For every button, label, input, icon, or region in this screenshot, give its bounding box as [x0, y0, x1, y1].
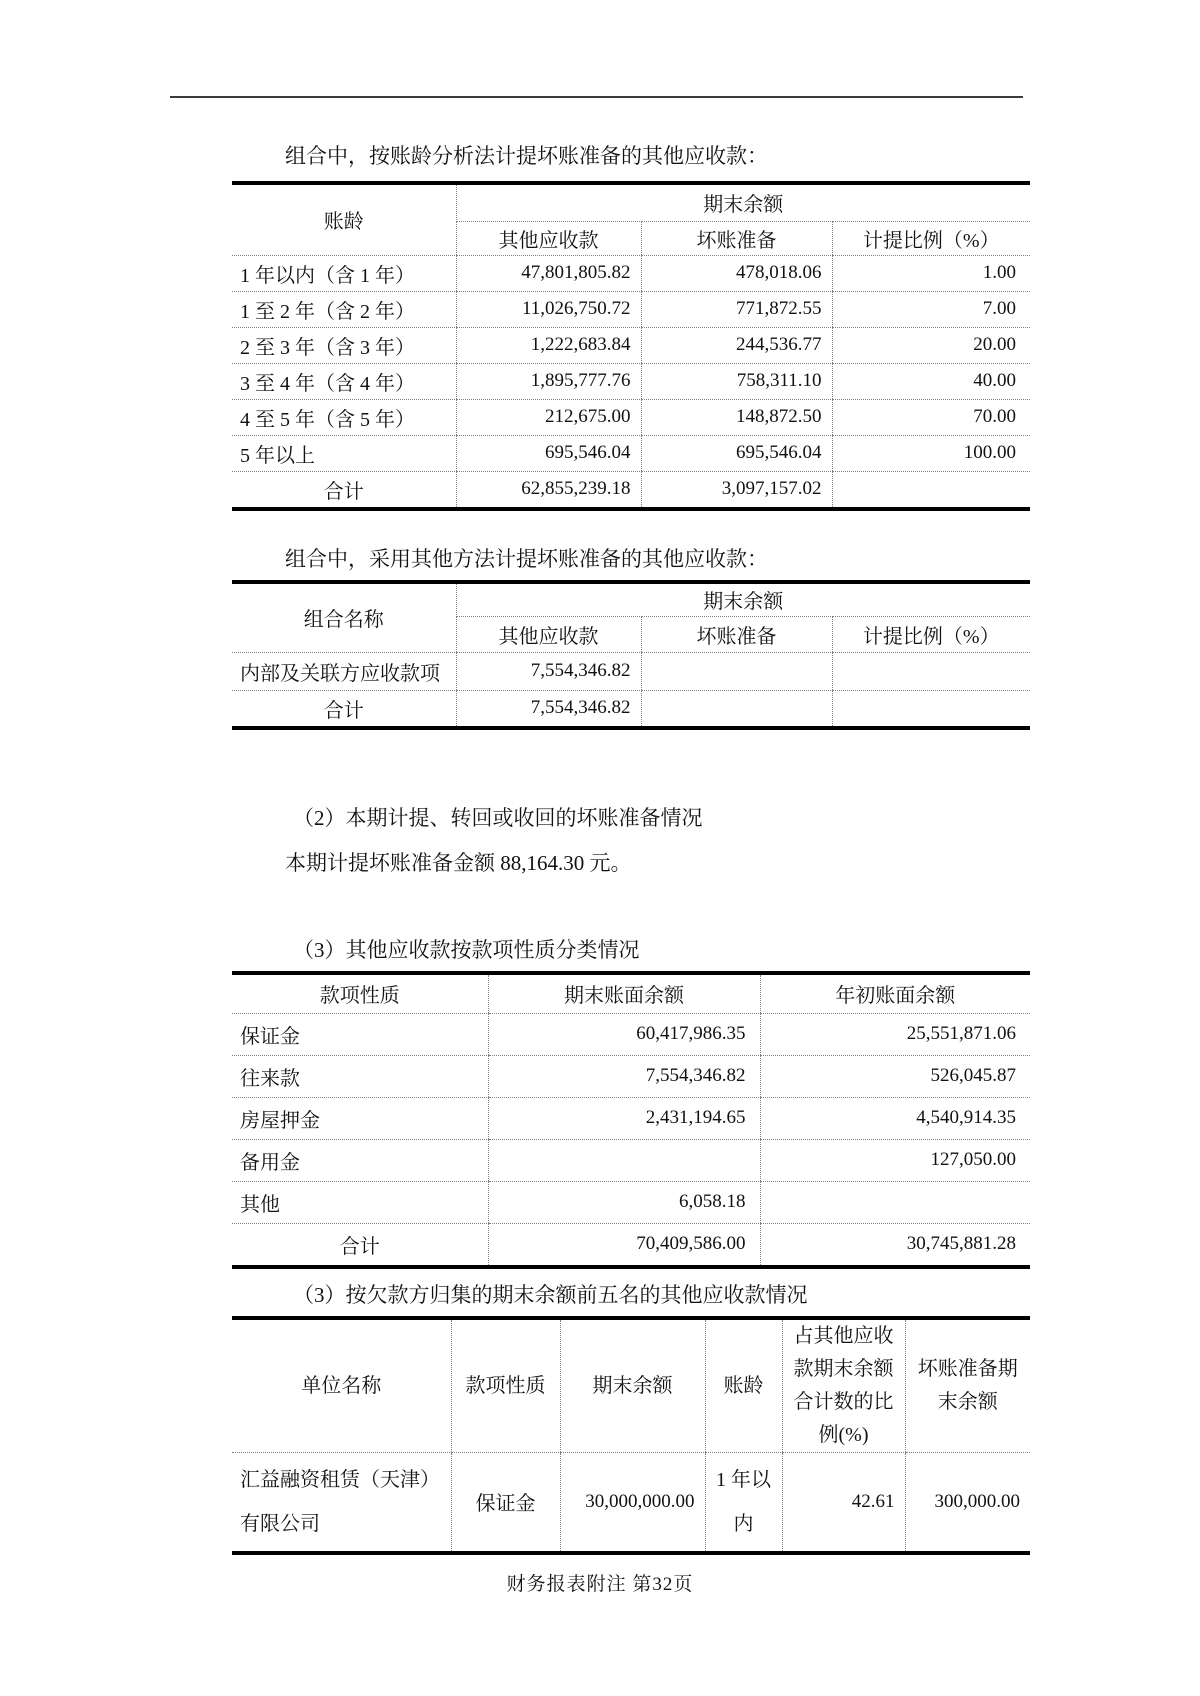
data-cell [488, 1139, 760, 1181]
data-cell: 7,554,346.82 [488, 1055, 760, 1097]
table-total-row [232, 1223, 1030, 1267]
data-cell: 212,675.00 [456, 399, 641, 435]
data-cell: 70,409,586.00 [488, 1223, 760, 1267]
data-cell: 合计 [232, 1223, 488, 1267]
data-cell: 30,745,881.28 [760, 1223, 1030, 1267]
table-row [232, 1097, 1030, 1139]
data-cell: 汇益融资租赁（天津）有限公司 [232, 1453, 451, 1553]
data-cell: 1,222,683.84 [456, 327, 641, 363]
table-total-row [232, 690, 1030, 728]
data-cell: 42.61 [782, 1453, 905, 1553]
data-cell: 4 至 5 年（含 5 年） [232, 399, 456, 435]
table-header-row [232, 183, 1030, 221]
top5-table-heading: （3）按欠款方归集的期末余额前五名的其他应收款情况 [293, 1283, 808, 1307]
data-cell: 60,417,986.35 [488, 1013, 760, 1055]
header-cell: 账龄 [705, 1318, 782, 1453]
provision-heading: （2）本期计提、转回或收回的坏账准备情况 [293, 806, 703, 830]
header-cell: 期末余额 [456, 582, 1030, 616]
provision-paragraph: 本期计提坏账准备金额 88,164.30 元。 [285, 851, 632, 875]
data-cell: 房屋押金 [232, 1097, 488, 1139]
data-cell: 7,554,346.82 [456, 690, 641, 728]
data-cell: 1 年以内（含 1 年） [232, 255, 456, 291]
data-cell: 62,855,239.18 [456, 471, 641, 509]
header-cell: 坏账准备期末余额 [905, 1318, 1030, 1453]
top5-debtors-table [232, 1316, 1030, 1555]
data-cell: 保证金 [232, 1013, 488, 1055]
data-cell: 合计 [232, 690, 456, 728]
table-row [232, 399, 1030, 435]
header-cell: 期末账面余额 [488, 973, 760, 1013]
header-cell: 期末余额 [560, 1318, 705, 1453]
nature-classification-table [232, 971, 1030, 1269]
data-cell: 478,018.06 [641, 255, 832, 291]
table-row [232, 1139, 1030, 1181]
table-row [232, 291, 1030, 327]
data-cell: 758,311.10 [641, 363, 832, 399]
other-method-table [232, 580, 1030, 730]
data-cell: 4,540,914.35 [760, 1097, 1030, 1139]
page-footer: 财务报表附注 第32页 [506, 1573, 694, 1595]
data-cell: 11,026,750.72 [456, 291, 641, 327]
header-cell: 期末余额 [456, 183, 1030, 221]
header-cell: 单位名称 [232, 1318, 451, 1453]
data-cell: 70.00 [832, 399, 1030, 435]
data-cell: 7,554,346.82 [456, 652, 641, 690]
data-cell: 1 年以内 [705, 1453, 782, 1553]
data-cell: 25,551,871.06 [760, 1013, 1030, 1055]
header-cell: 款项性质 [232, 973, 488, 1013]
data-cell: 合计 [232, 471, 456, 509]
data-cell: 100.00 [832, 435, 1030, 471]
table-total-row [232, 471, 1030, 509]
data-cell: 526,045.87 [760, 1055, 1030, 1097]
header-cell: 坏账准备 [641, 616, 832, 652]
header-cell: 其他应收款 [456, 221, 641, 255]
data-cell: 备用金 [232, 1139, 488, 1181]
other-method-table-title: 组合中，采用其他方法计提坏账准备的其他应收款： [285, 547, 768, 571]
data-cell: 往来款 [232, 1055, 488, 1097]
table-row [232, 1453, 1030, 1553]
header-rule [170, 96, 1023, 98]
data-cell [641, 652, 832, 690]
aging-table-title: 组合中，按账龄分析法计提坏账准备的其他应收款： [285, 144, 768, 168]
data-cell: 1,895,777.76 [456, 363, 641, 399]
data-cell: 771,872.55 [641, 291, 832, 327]
data-cell: 695,546.04 [456, 435, 641, 471]
table-row [232, 435, 1030, 471]
table-row [232, 1055, 1030, 1097]
data-cell: 695,546.04 [641, 435, 832, 471]
table-header-row [232, 973, 1030, 1013]
header-cell: 占其他应收款期末余额合计数的比例(%) [782, 1318, 905, 1453]
header-cell: 计提比例（%） [832, 616, 1030, 652]
table-row [232, 255, 1030, 291]
header-cell: 款项性质 [451, 1318, 560, 1453]
header-cell: 坏账准备 [641, 221, 832, 255]
data-cell: 40.00 [832, 363, 1030, 399]
header-cell: 计提比例（%） [832, 221, 1030, 255]
data-cell: 127,050.00 [760, 1139, 1030, 1181]
data-cell: 内部及关联方应收款项 [232, 652, 456, 690]
data-cell [832, 652, 1030, 690]
header-cell: 组合名称 [232, 582, 456, 652]
data-cell: 3 至 4 年（含 4 年） [232, 363, 456, 399]
data-cell: 148,872.50 [641, 399, 832, 435]
data-cell: 20.00 [832, 327, 1030, 363]
nature-table-heading: （3）其他应收款按款项性质分类情况 [293, 938, 640, 962]
data-cell: 7.00 [832, 291, 1030, 327]
data-cell [832, 690, 1030, 728]
header-cell: 账龄 [232, 183, 456, 255]
data-cell: 47,801,805.82 [456, 255, 641, 291]
data-cell: 保证金 [451, 1453, 560, 1553]
data-cell [760, 1181, 1030, 1223]
data-cell: 244,536.77 [641, 327, 832, 363]
data-cell: 300,000.00 [905, 1453, 1030, 1553]
data-cell: 5 年以上 [232, 435, 456, 471]
data-cell: 1.00 [832, 255, 1030, 291]
table-header-row [232, 582, 1030, 616]
data-cell [641, 690, 832, 728]
data-cell: 其他 [232, 1181, 488, 1223]
data-cell: 30,000,000.00 [560, 1453, 705, 1553]
header-cell: 年初账面余额 [760, 973, 1030, 1013]
aging-analysis-table [232, 181, 1030, 511]
data-cell [832, 471, 1030, 509]
data-cell: 2,431,194.65 [488, 1097, 760, 1139]
table-row [232, 652, 1030, 690]
data-cell: 6,058.18 [488, 1181, 760, 1223]
data-cell: 1 至 2 年（含 2 年） [232, 291, 456, 327]
table-header-row [232, 1318, 1030, 1453]
table-row [232, 1181, 1030, 1223]
data-cell: 3,097,157.02 [641, 471, 832, 509]
table-row [232, 363, 1030, 399]
table-row [232, 327, 1030, 363]
table-row [232, 1013, 1030, 1055]
header-cell: 其他应收款 [456, 616, 641, 652]
data-cell: 2 至 3 年（含 3 年） [232, 327, 456, 363]
